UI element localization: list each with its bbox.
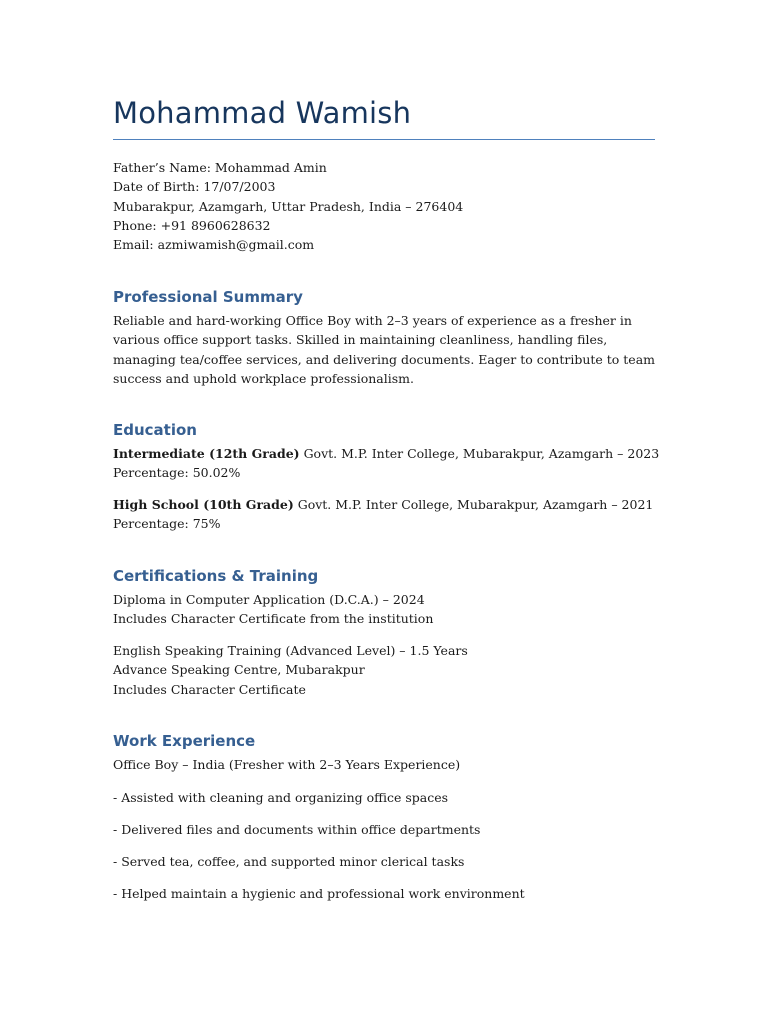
certifications-heading: Certifications & Training (113, 567, 319, 585)
education-title: Intermediate (12th Grade) (113, 446, 300, 461)
education-item-high-school (113, 495, 655, 534)
experience-bullet: - Served tea, coffee, and supported minor clerical tasks (113, 854, 465, 869)
certification-line: English Speaking Training (Advanced Level) – 1.5 Years (113, 643, 468, 658)
education-heading: Education (113, 421, 197, 439)
contact-details (113, 158, 655, 254)
certification-line: Advance Speaking Centre, Mubarakpur (113, 662, 365, 678)
contact-father-name: Father’s Name: Mohammad Amin (113, 160, 327, 175)
summary-text: Reliable and hard-working Office Boy with 2–3 years of experience as a fresher in various office support tasks. Skilled in maintaining cleanliness, handling files, managing tea/coffee services, and delivering documents. Eager to contribute to team success and uphold workplace professionalism. (113, 313, 656, 386)
education-percentage: Percentage: 50.02% (113, 465, 241, 481)
experience-role: Office Boy – India (Fresher with 2–3 Years Experience) (113, 757, 461, 772)
education-percentage: Percentage: 75% (113, 516, 221, 532)
contact-email: Email: azmiwamish@gmail.com (113, 237, 315, 253)
certification-line: Diploma in Computer Application (D.C.A.) – 2024 (113, 592, 425, 607)
experience-bullet: - Assisted with cleaning and organizing office spaces (113, 790, 449, 805)
education-detail: Govt. M.P. Inter College, Mubarakpur, Azamgarh – 2021 (293, 497, 654, 512)
summary-heading: Professional Summary (113, 288, 303, 306)
education-detail: Govt. M.P. Inter College, Mubarakpur, Azamgarh – 2023 (299, 446, 660, 461)
candidate-name: Mohammad Wamish (113, 96, 412, 130)
experience-bullet: - Delivered files and documents within office departments (113, 822, 481, 837)
contact-address: Mubarakpur, Azamgarh, Uttar Pradesh, India – 276404 (113, 198, 464, 214)
experience-heading: Work Experience (113, 732, 256, 750)
title-divider (113, 139, 655, 140)
education-title: High School (10th Grade) (113, 497, 294, 512)
experience-bullet: - Helped maintain a hygienic and professional work environment (113, 886, 525, 901)
contact-phone: Phone: +91 8960628632 (113, 217, 271, 233)
certification-line: Includes Character Certificate (113, 681, 306, 697)
contact-date-of-birth: Date of Birth: 17/07/2003 (113, 179, 276, 195)
certification-item-english (113, 641, 655, 699)
education-item-intermediate (113, 444, 660, 483)
certification-line: Includes Character Certificate from the institution (113, 611, 434, 627)
certification-item-dca (113, 590, 655, 629)
